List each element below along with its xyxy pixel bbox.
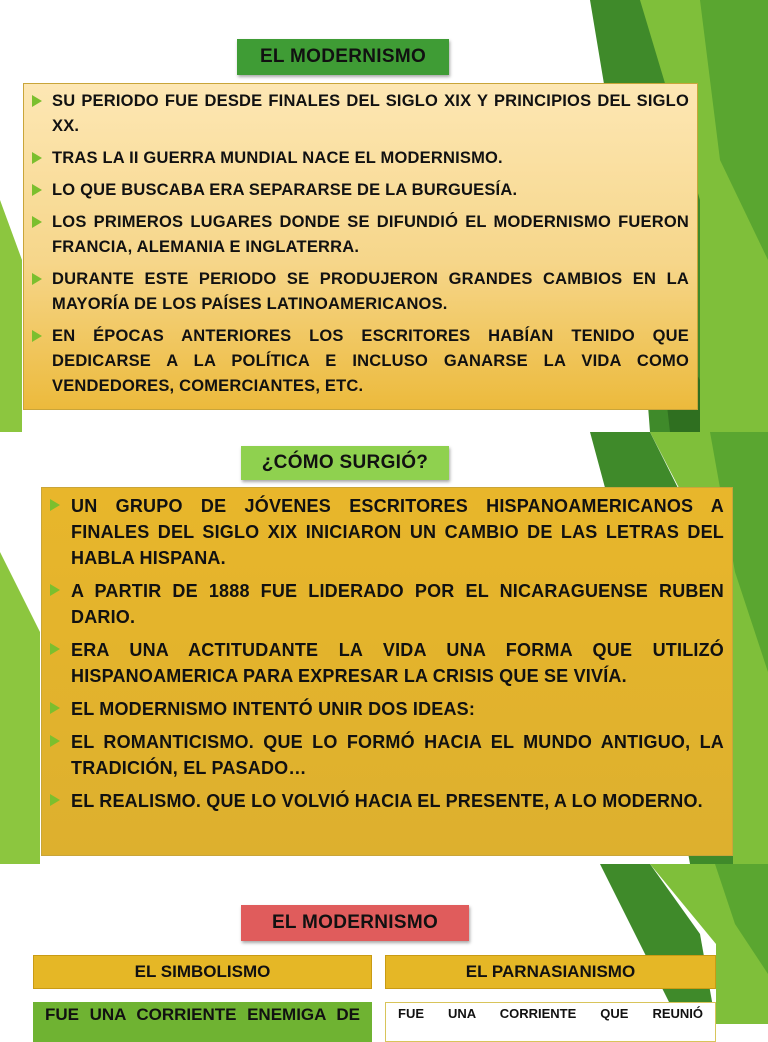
list-item: EN ÉPOCAS ANTERIORES LOS ESCRITORES HABÍAN TENIDO QUE DEDICARSE A LA POLÍTICA E INCLUSO GANARSE LA VIDA COMO VENDEDORES, COMERCIANTES, ETC. [32, 324, 689, 399]
content-box [23, 83, 698, 410]
list-item: A PARTIR DE 1888 FUE LIDERADO POR EL NICARAGUENSE RUBEN DARIO. [50, 578, 724, 630]
list-item: TRAS LA II GUERRA MUNDIAL NACE EL MODERNISMO. [32, 146, 689, 171]
list-item: SU PERIODO FUE DESDE FINALES DEL SIGLO XIX Y PRINCIPIOS DEL SIGLO XX. [32, 89, 689, 139]
leaf-decoration [0, 864, 768, 1024]
list-item: ERA UNA ACTITUDANTE LA VIDA UNA FORMA QUE UTILIZÓ HISPANOAMERICA PARA EXPRESAR LA CRISIS QUE SE VIVÍA. [50, 637, 724, 689]
list-item: EL ROMANTICISMO. QUE LO FORMÓ HACIA EL MUNDO ANTIGUO, LA TRADICIÓN, EL PASADO… [50, 729, 724, 781]
list-item: EL MODERNISMO INTENTÓ UNIR DOS IDEAS: [50, 696, 724, 722]
list-item: UN GRUPO DE JÓVENES ESCRITORES HISPANOAMERICANOS A FINALES DEL SIGLO XIX INICIARON UN CAMBIO DE LAS LETRAS DEL HABLA HISPANA. [50, 493, 724, 571]
simbolismo-text: FUE UNA CORRIENTE ENEMIGA DE [33, 1002, 372, 1042]
section-title: ¿CÓMO SURGIÓ? [241, 446, 449, 480]
list-item: DURANTE ESTE PERIODO SE PRODUJERON GRANDES CAMBIOS EN LA MAYORÍA DE LOS PAÍSES LATINOAMERICANOS. [32, 267, 689, 317]
simbolismo-heading: EL SIMBOLISMO [33, 955, 372, 989]
triangle-bullet-icon [32, 184, 42, 196]
slide-3 [0, 864, 768, 1024]
triangle-bullet-icon [50, 735, 60, 747]
triangle-bullet-icon [50, 702, 60, 714]
list-item: EL REALISMO. QUE LO VOLVIÓ HACIA EL PRESENTE, A LO MODERNO. [50, 788, 724, 814]
triangle-bullet-icon [50, 643, 60, 655]
triangle-bullet-icon [32, 216, 42, 228]
parnasianismo-heading: EL PARNASIANISMO [385, 955, 716, 989]
triangle-bullet-icon [32, 152, 42, 164]
slide-1 [0, 0, 768, 432]
triangle-bullet-icon [50, 584, 60, 596]
section-title: EL MODERNISMO [241, 905, 469, 941]
content-box [41, 487, 733, 856]
list-item: LO QUE BUSCABA ERA SEPARARSE DE LA BURGUESÍA. [32, 178, 689, 203]
triangle-bullet-icon [50, 794, 60, 806]
triangle-bullet-icon [32, 330, 42, 342]
parnasianismo-text: FUE UNA CORRIENTE QUE REUNIÓ [385, 1002, 716, 1042]
triangle-bullet-icon [32, 273, 42, 285]
triangle-bullet-icon [32, 95, 42, 107]
triangle-bullet-icon [50, 499, 60, 511]
list-item: LOS PRIMEROS LUGARES DONDE SE DIFUNDIÓ EL MODERNISMO FUERON FRANCIA, ALEMANIA E INGLATERRA. [32, 210, 689, 260]
section-title: EL MODERNISMO [237, 39, 449, 75]
